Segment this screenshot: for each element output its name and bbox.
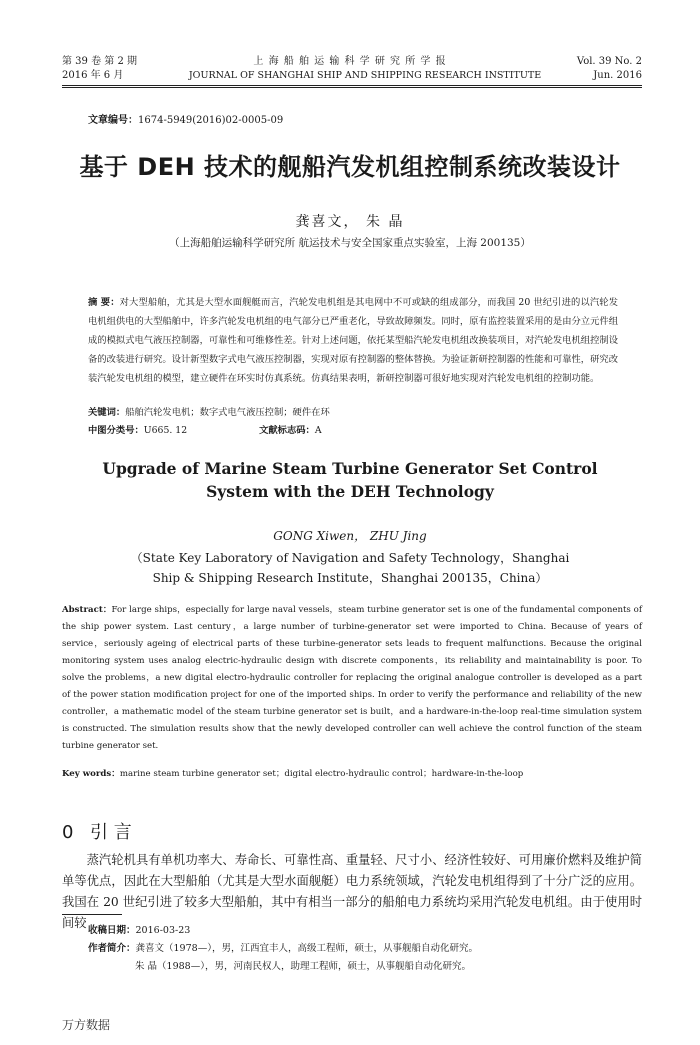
- header-date: 2016 年 6 月: [62, 70, 124, 81]
- watermark: 万方数据: [62, 1018, 111, 1032]
- received-label: 收稿日期：: [88, 925, 136, 936]
- abstract-cn-label: 摘 要：: [88, 297, 120, 308]
- section-heading: [62, 818, 132, 844]
- classification: [88, 422, 618, 436]
- keywords-en-text: marine steam turbine generator set；digital electro-hydraulic control；hardware-in-the-loop: [119, 769, 524, 779]
- keywords-en: [62, 767, 642, 779]
- header-journal-en: JOURNAL OF SHANGHAI SHIP AND SHIPPING RESEARCH INSTITUTE: [188, 70, 542, 81]
- affiliation-en-line1: （State Key Laboratory of Navigation and Safety Technology，Shanghai: [130, 551, 570, 565]
- title-cn: 基于 DEH 技术的舰船汽发机组控制系统改装设计: [79, 153, 621, 181]
- title-en-line2: System with the DEH Technology: [206, 482, 494, 501]
- article-number-label: 文章编号：: [88, 115, 138, 126]
- authors-cn: 龚喜文， 朱 晶: [295, 214, 405, 230]
- body-paragraph: 蒸汽轮机具有单机功率大、寿命长、可靠性高、重量轻、尺寸小、经济性较好、可用廉价燃料及维护简单等优点，因此在大型船舶（尤其是大型水面舰艇）电力系统领域，汽轮发电机组得到了十分广泛的应用。我国在 20 世纪引进了较多大型船舶，其中有相当一部分的船舶电力系统均采用汽轮发电机组。由于使用时间较: [62, 853, 642, 930]
- article-number-value: 1674-5949(2016)02-0005-09: [138, 115, 284, 126]
- affiliation-en-line2: Ship & Shipping Research Institute，Shanghai 200135，China）: [152, 571, 548, 585]
- keywords-cn-text: 船舶汽轮发电机；数字式电气液压控制；硬件在环: [125, 407, 330, 418]
- affiliation-cn: （上海船舶运输科学研究所 航运技术与安全国家重点实验室，上海 200135）: [169, 237, 531, 249]
- section-number: 0: [62, 822, 74, 843]
- header-rule: [62, 85, 642, 86]
- header-date-en: Jun. 2016: [593, 70, 642, 81]
- abstract-en-label: Abstract：: [62, 605, 112, 615]
- header-vol-en: Vol. 39 No. 2: [576, 56, 642, 67]
- author-bio-label: 作者简介：: [88, 943, 136, 954]
- abstract-en: [62, 602, 642, 755]
- authors-en: GONG Xiwen， ZHU Jing: [273, 529, 427, 543]
- clc-value: U665. 12: [143, 425, 188, 436]
- title-en-line1: Upgrade of Marine Steam Turbine Generator Set Control: [102, 459, 598, 478]
- abstract-cn-text: 对大型船舶，尤其是大型水面舰艇而言，汽轮发电机组是其电网中不可或缺的组成部分，而我国 20 世纪引进的以汽轮发电机组供电的大型船舶中，许多汽轮发电机组的电气部分已严重老化，导致故障频发。同时，原有监控装置采用的是由分立元件组成的模拟式电气液压控制器，可靠性和可维修性差。针对上述问题，依托某型船汽轮发电机组改换装项目，对汽轮发电机组控制设备的改装进行研究。设计新型数字式电气液压控制器，实现对原有控制器的整体替换。为验证新研控制器的性能和可靠性，研究改装汽轮发电机组的模型，建立硬件在环实时仿真系统。仿真结果表明，新研控制器可很好地实现对汽轮发电机组的控制功能。: [88, 297, 618, 384]
- affiliation-en: [0, 548, 700, 588]
- keywords-cn: [88, 404, 618, 418]
- header-journal-cn: 上 海 船 舶 运 输 科 学 研 究 所 学 报: [253, 56, 447, 67]
- title-en: [0, 457, 700, 503]
- doc-code-label: 文献标志码：: [259, 425, 315, 436]
- footnote-author2: 朱 晶（1988—），男，河南民权人，助理工程师，硕士，从事舰船自动化研究。: [135, 961, 471, 972]
- article-number: [88, 111, 283, 126]
- header-volume: 第 39 卷 第 2 期: [62, 56, 137, 67]
- header-rule-double: [62, 87, 642, 88]
- author1-bio: 龚喜文（1978—），男，江西宜丰人，高级工程师，硕士，从事舰船自动化研究。: [135, 943, 478, 954]
- keywords-en-label: Key words：: [62, 769, 120, 779]
- section-title: 引 言: [90, 822, 132, 843]
- abstract-cn: [88, 293, 618, 388]
- received-value: 2016-03-23: [135, 925, 191, 936]
- keywords-cn-label: 关键词：: [88, 407, 126, 418]
- clc-label: 中图分类号：: [88, 425, 144, 436]
- abstract-en-text: For large ships，especially for large naval vessels，steam turbine generator set is one of the fundamental components of the ship power system. Last century，a large number of turbine-generator set were imported to China. Because of years of service，seriously ageing of electrical parts of these turbine-generator sets leads to frequent malfunctions. Because the original monitoring system uses analog electric-hydraulic design with discrete components，its reliability and maintainability is poor. To solve the problems，a new digital electro-hydraulic controller for replacing the original analogue controller is developed as a part of the power station modification project for one of the imported ships. In order to verify the performance and reliability of the new controller，a mathematic model of the steam turbine generator set is built，and a hardware-in-the-loop real-time simulation system is constructed. The simulation results show that the newly developed controller can well achieve the control function of the steam turbine generator set.: [62, 605, 642, 751]
- footnote-rule: [62, 914, 122, 915]
- footnote-author1: [88, 941, 478, 957]
- doc-code-value: A: [314, 425, 322, 436]
- footnote-received: [88, 923, 190, 939]
